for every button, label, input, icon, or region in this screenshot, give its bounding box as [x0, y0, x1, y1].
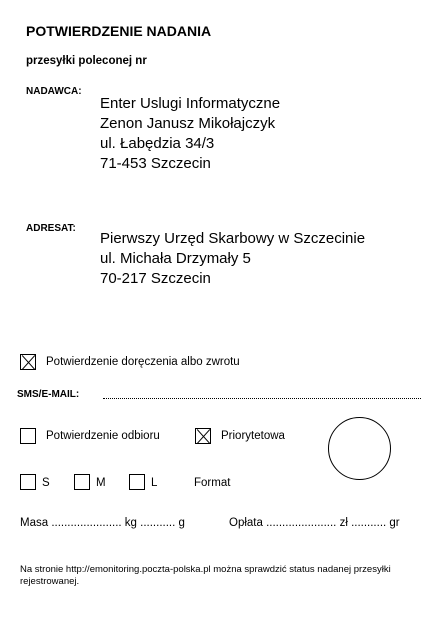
sms-email-field[interactable] [103, 398, 421, 399]
size-m-label: M [96, 477, 106, 489]
priority-checkbox[interactable] [195, 428, 211, 444]
postmark-stamp-circle [328, 417, 391, 480]
delivery-confirmation-label: Potwierdzenie doręczenia albo zwrotu [46, 356, 240, 368]
recipient-line: 70-217 Szczecin [100, 270, 211, 287]
mass-field: Masa ...................... kg ........... g [20, 517, 185, 529]
format-label: Format [194, 477, 231, 489]
size-l-checkbox[interactable] [129, 474, 145, 490]
sender-label: NADAWCA: [26, 86, 82, 97]
size-s-label: S [42, 477, 50, 489]
fee-field: Opłata ...................... zł ........... gr [229, 517, 400, 529]
document-subtitle: przesyłki poleconej nr [26, 55, 147, 67]
sender-line: ul. Łabędzia 34/3 [100, 135, 215, 152]
document-title: POTWIERDZENIE NADANIA [26, 23, 212, 39]
size-m-checkbox[interactable] [74, 474, 90, 490]
priority-label: Priorytetowa [221, 430, 285, 442]
sender-line: Zenon Janusz Mikołajczyk [100, 115, 276, 132]
receipt-confirmation-label: Potwierdzenie odbioru [46, 430, 160, 442]
sms-email-label: SMS/E-MAIL: [17, 389, 80, 400]
size-s-checkbox[interactable] [20, 474, 36, 490]
sender-address [100, 94, 280, 174]
recipient-line: Pierwszy Urzęd Skarbowy w Szczecinie [100, 230, 366, 247]
footer-note: Na stronie http://emonitoring.poczta-polska.pl można sprawdzić status nadanej przesyłki rejestrowanej. [20, 564, 391, 587]
delivery-confirmation-checkbox[interactable] [20, 354, 36, 370]
sender-line: 71-453 Szczecin [100, 155, 211, 172]
recipient-label: ADRESAT: [26, 223, 76, 234]
receipt-confirmation-checkbox[interactable] [20, 428, 36, 444]
sender-line: Enter Uslugi Informatyczne [100, 95, 281, 112]
recipient-line: ul. Michała Drzymały 5 [100, 250, 251, 267]
size-l-label: L [151, 477, 158, 489]
recipient-address [100, 229, 365, 289]
